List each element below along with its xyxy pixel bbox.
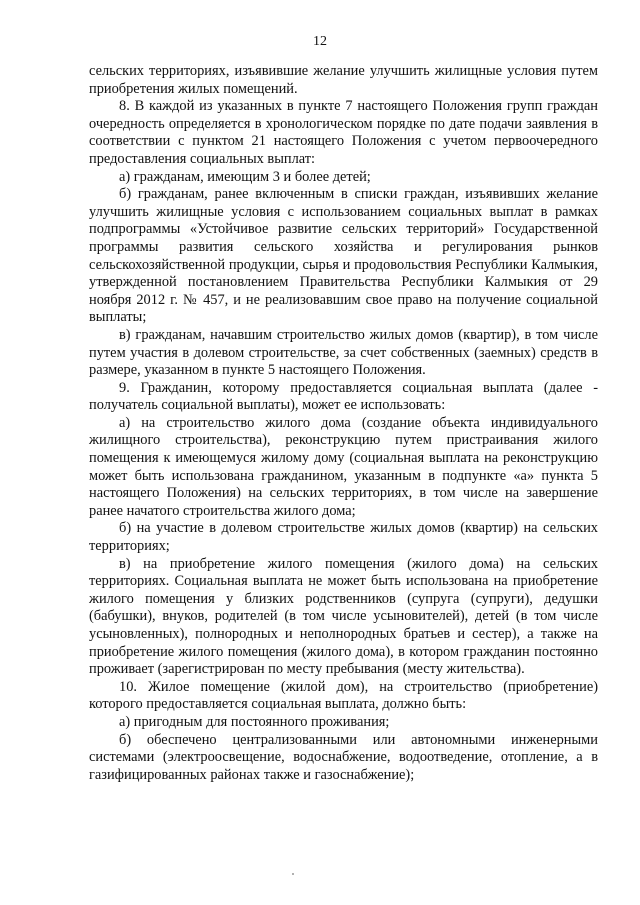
paragraph-item-8-a: а) гражданам, имеющим 3 и более детей;: [119, 168, 371, 185]
paragraph-item-8: 8. В каждой из указанных в пункте 7 настоящего Положения групп граждан очередность определяется в хронологическом порядке по дате подачи заявления в соответствии с пунктом 21 настоящего Положения с учетом первоочередного предоставления социальных выплат:: [89, 98, 598, 167]
paragraph-item-8-v: в) гражданам, начавшим строительство жилых домов (квартир), в том числе путем участия в долевом строительстве, за счет собственных (заемных) средств в размере, указанном в пункте 5 настоящего Положения.: [89, 326, 598, 379]
page-number: 12: [313, 34, 327, 49]
paragraph-item-10-b: б) обеспечено централизованными или автономными инженерными системами (электроосвещение, водоснабжение, водоотведение, отопление, а в газифицированных районах также и газоснабжение);: [89, 731, 598, 783]
document-body: [89, 63, 598, 784]
paragraph-item-9: 9. Гражданин, которому предоставляется социальная выплата (далее - получатель социальной выплаты), может ее использовать:: [89, 379, 598, 414]
paragraph-item-10: 10. Жилое помещение (жилой дом), на строительство (приобретение) которого предоставляется социальная выплата, должно быть:: [89, 678, 598, 713]
paragraph-item-9-b: б) на участие в долевом строительстве жилых домов (квартир) на сельских территориях;: [89, 520, 598, 555]
paragraph-item-9-a: а) на строительство жилого дома (создание объекта индивидуального жилищного строительства), реконструкцию путем пристраивания жилого помещения к имеющемуся жилому дому (социальная выплата на реконструкцию может быть использована гражданином, указанным в подпункте «а» пункта 5 настоящего Положения) на сельских территориях, в том числе на завершение ранее начатого строительства жилого дома;: [89, 414, 598, 519]
paragraph-item-9-v: в) на приобретение жилого помещения (жилого дома) на сельских территориях. Социальная выплата не может быть использована на приобретение жилого помещения у близких родственников (супруга (супруги), дедушки (бабушки), внуков, родителей (в том числе усыновителей), детей (в том числе усыновленных), полнородных и неполнородных братьев и сестер), а также на приобретение жилого помещения (жилого дома), в котором гражданин постоянно проживает (зарегистрирован по месту пребывания (месту жительства).: [89, 555, 598, 678]
paragraph-item-10-a: а) пригодным для постоянного проживания;: [119, 713, 390, 730]
paragraph-item-8-b: б) гражданам, ранее включенным в списки граждан, изъявивших желание улучшить жилищные условия с использованием социальных выплат в рамках подпрограммы «Устойчивое развитие сельских территорий» Государственной программы развития сельского хозяйства и регулирования рынков сельскохозяйственной продукции, сырья и продовольствия Республики Калмыкия, утвержденной постановлением Правительства Республики Калмыкия от 29 ноября 2012 г. № 457, и не реализовавшим свое право на получение социальной выплаты;: [89, 186, 598, 326]
scan-speck: [292, 873, 294, 875]
paragraph-continuation: сельских территориях, изъявившие желание улучшить жилищные условия путем приобретения жилых помещений.: [89, 63, 598, 97]
